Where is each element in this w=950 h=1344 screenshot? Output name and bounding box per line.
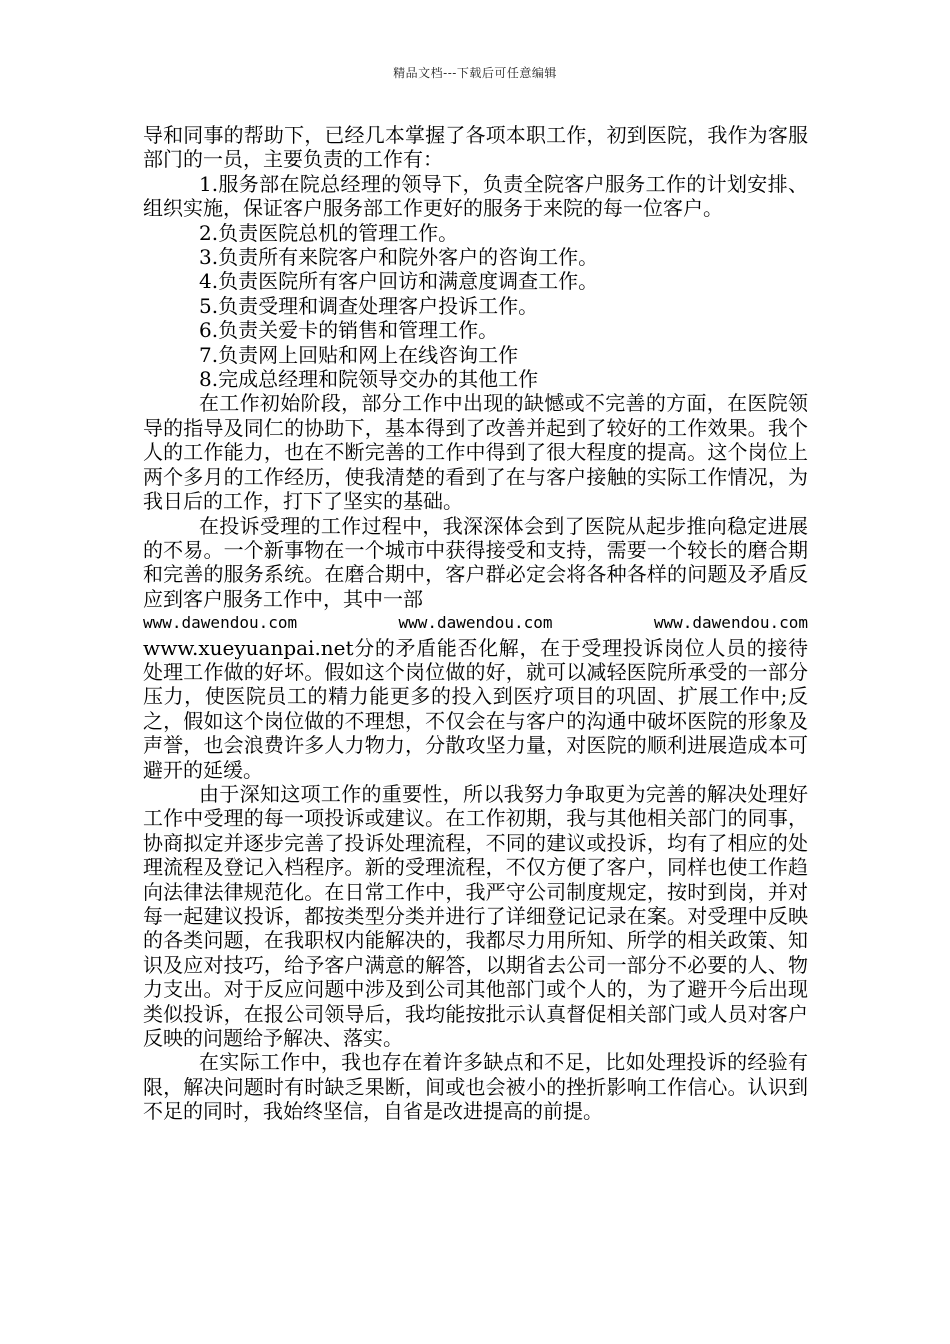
- url-text: www.dawendou.com: [653, 613, 808, 633]
- paragraph: 在工作初始阶段，部分工作中出现的缺憾或不完善的方面，在医院领导的指导及同仁的协助下，基本得到了改善并起到了较好的工作效果。我个人的工作能力，也在不断完善的工作中得到了很大程度的提高。这个岗位上两个多月的工作经历，使我清楚的看到了在与客户接触的实际工作情况，为我日后的工作，打下了坚实的基础。: [143, 391, 808, 514]
- list-item: 7.负责网上回贴和网上在线咨询工作: [199, 342, 519, 367]
- list-item: 1.服务部在院总经理的领导下，负责全院客户服务工作的计划安排、组织实施，保证客户服务部工作更好的服务于来院的每一位客户。: [143, 171, 808, 221]
- page-header: 精品文档---下载后可任意编辑: [393, 66, 557, 80]
- url-text: www.dawendou.com: [143, 613, 298, 633]
- paragraph: www.xueyuanpai.net分的矛盾能否化解，在于受理投诉岗位人员的接待处理工作做的好坏。假如这个岗位做的好，就可以减轻医院所承受的一部分压力，使医院员工的精力能更多的投入到医疗项目的巩固、扩展工作中;反之，假如这个岗位做的不理想，不仅会在与客户的沟通中破坏医院的形象及声誉，也会浪费许多人力物力，分散攻坚力量，对医院的顺利进展造成本可避开的延缓。: [143, 635, 808, 782]
- list-item: 3.负责所有来院客户和院外客户的咨询工作。: [199, 245, 599, 270]
- paragraph: 导和同事的帮助下，已经几本掌握了各项本职工作，初到医院，我作为客服部门的一员，主要负责的工作有：: [143, 123, 808, 172]
- list-item: 6.负责关爱卡的销售和管理工作。: [199, 318, 499, 343]
- document-body: [143, 123, 808, 1124]
- paragraph: 在投诉受理的工作过程中，我深深体会到了医院从起步推向稳定进展的不易。一个新事物在一个城市中获得接受和支持，需要一个较长的磨合期和完善的服务系统。在磨合期中，客户群必定会将各种各样的问题及矛盾反应到客户服务工作中，其中一部: [143, 513, 808, 611]
- paragraph: 由于深知这项工作的重要性，所以我努力争取更为完善的解决处理好工作中受理的每一项投诉或建议。在工作初期，我与其他相关部门的同事，协商拟定并逐步完善了投诉处理流程，不同的建议或投诉，均有了相应的处理流程及登记入档程序。新的受理流程，不仅方便了客户，同样也使工作趋向法律法律规范化。在日常工作中，我严守公司制度规定，按时到岗，并对每一起建议投诉，都按类型分类并进行了详细登记记录在案。对受理中反映的各类问题，在我职权内能解决的，我都尽力用所知、所学的相关政策、知识及应对技巧，给予客户满意的解答，以期省去公司一部分不必要的人、物力支出。对于反应问题中涉及到公司其他部门或个人的，为了避开今后出现类似投诉，在报公司领导后，我均能按批示认真督促相关部门或人员对客户反映的问题给予解决、落实。: [143, 781, 808, 1051]
- url-line: [143, 611, 808, 635]
- list-item: 5.负责受理和调查处理客户投诉工作。: [199, 293, 539, 318]
- list-item: 2.负责医院总机的管理工作。: [199, 220, 459, 245]
- list-item: 8.完成总经理和院领导交办的其他工作: [199, 367, 539, 392]
- url-text: www.dawendou.com: [398, 613, 553, 633]
- list-item: 4.负责医院所有客户回访和满意度调查工作。: [199, 269, 599, 294]
- paragraph: 在实际工作中，我也存在着许多缺点和不足，比如处理投诉的经验有限，解决问题时有时缺乏果断，间或也会被小的挫折影响工作信心。认识到不足的同时，我始终坚信，自省是改进提高的前提。: [143, 1050, 808, 1124]
